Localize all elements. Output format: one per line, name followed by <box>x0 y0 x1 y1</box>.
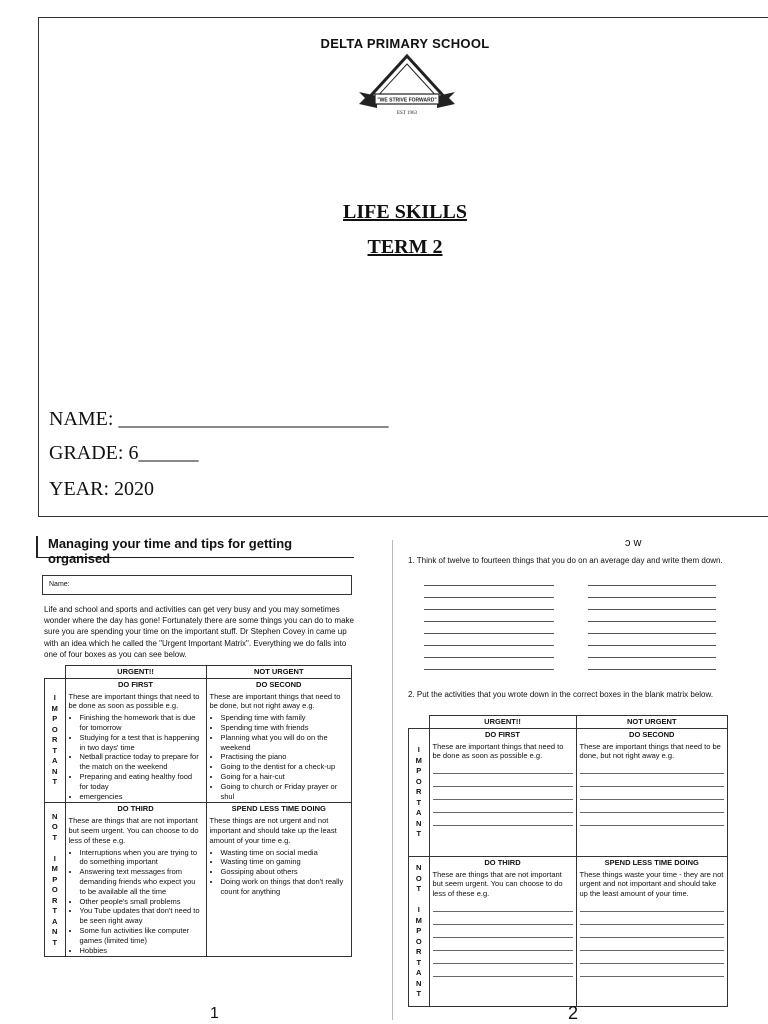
vertical-letter: T <box>52 745 58 755</box>
answer-line[interactable] <box>588 669 716 670</box>
vertical-letter: I <box>53 693 56 703</box>
vertical-letter: O <box>415 776 422 786</box>
vertical-letter: N <box>416 818 422 828</box>
do-first-item: • Studying for a test that is happening in two days' time <box>80 733 203 753</box>
year-field: YEAR: 2020 <box>49 478 154 500</box>
vertical-letter: O <box>51 885 58 895</box>
blank-quadrant-do-first: DO FIRST These are important things that need to be done as soon as possible e.g. <box>429 728 576 856</box>
do-second-item: • Spending time with family <box>221 713 349 723</box>
blank-quadrant-do-third: DO THIRD These are things that are not important but seem urgent. You can choose to do less of these e.g. <box>429 856 576 1006</box>
matrix-example <box>44 665 352 957</box>
do-third-item: • Some fun activities like computer games (limited time) <box>80 926 203 946</box>
page-number-2: 2 <box>568 1003 579 1023</box>
vertical-letter: T <box>52 937 58 947</box>
do-second-item: • Going for a hair-cut <box>221 772 349 782</box>
vertical-letter: I <box>53 853 56 863</box>
vertical-letter: A <box>52 916 58 926</box>
answer-line[interactable] <box>424 657 554 658</box>
subject-title: LIFE SKILLS <box>343 201 467 223</box>
cover-page <box>38 17 768 517</box>
answer-line[interactable] <box>588 621 716 622</box>
do-first-item: • emergencies <box>80 792 203 802</box>
answer-line[interactable] <box>424 609 554 610</box>
do-third-item: • You Tube updates that don't need to be seen right away <box>80 906 203 926</box>
do-second-item: • Spending time with friends <box>221 723 349 733</box>
vertical-letter: R <box>416 947 422 957</box>
answer-line[interactable] <box>588 585 716 586</box>
vertical-letter: R <box>416 787 422 797</box>
do-first-desc: These are important things that need to be done as soon as possible e.g. <box>68 691 200 711</box>
do-third-item: • Answering text messages from demanding friends who expect you to be available all the time <box>80 867 203 896</box>
do-third-item: • Interruptions when you are trying to do something important <box>80 848 203 868</box>
do-second-item: • Planning what you will do on the weekend <box>221 733 349 753</box>
vertical-letter: T <box>52 777 58 787</box>
logo-motto: "WE STRIVE FORWARD" <box>377 97 437 104</box>
vertical-letter: T <box>52 832 58 842</box>
vertical-letter: M <box>51 703 58 713</box>
worksheet-heading: Managing your time and tips for getting organised <box>36 536 354 558</box>
do-third-item: • Hobbies <box>80 946 203 956</box>
do-first-list <box>69 713 203 801</box>
blank-label-important <box>409 728 430 856</box>
blank-label-not-important <box>409 856 430 1006</box>
worksheet-name-box: Name: <box>42 575 352 595</box>
vertical-letter <box>45 843 65 854</box>
do-second-item: • Going to the dentist for a check-up <box>221 762 349 772</box>
answer-line[interactable] <box>424 633 554 634</box>
page-number-1: 1 <box>210 1005 219 1022</box>
page-divider <box>392 540 393 1020</box>
question-2: 2. Put the activities that you wrote down in the correct boxes in the blank matrix below. <box>408 690 714 699</box>
vertical-letter: N <box>416 978 422 988</box>
vertical-letter: O <box>415 936 422 946</box>
spend-less-item: • Gossiping about others <box>221 867 349 877</box>
spend-less-title: SPEND LESS TIME DOING <box>231 804 326 814</box>
do-third-item: • Other people's small problems <box>80 897 203 907</box>
blank-header-urgent: URGENT!! <box>429 716 576 729</box>
name-field: NAME: ___________________________ <box>49 408 389 430</box>
vertical-letter <box>409 895 429 906</box>
vertical-letter: A <box>416 968 422 978</box>
question-1: 1. Think of twelve to fourteen things that you do on an average day and write them down. <box>408 556 723 565</box>
vertical-letter: T <box>52 906 58 916</box>
do-third-list <box>69 848 203 956</box>
quadrant-do-first <box>65 678 206 803</box>
spend-less-item: • Doing work on things that don't really count for anything <box>221 877 349 897</box>
answer-line[interactable] <box>424 597 554 598</box>
vertical-letter: T <box>416 989 422 999</box>
vertical-letter: A <box>52 756 58 766</box>
do-third-title: DO THIRD <box>117 804 154 814</box>
vertical-letter: I <box>417 905 420 915</box>
header-not-urgent: NOT URGENT <box>206 666 352 679</box>
spend-less-desc: These things are not urgent and not important and should take up the least amount of your time e.g. <box>209 816 337 845</box>
answer-line[interactable] <box>424 669 554 670</box>
answer-line[interactable] <box>424 585 554 586</box>
vertical-letter: O <box>51 822 58 832</box>
vertical-letter: M <box>51 864 58 874</box>
answer-line[interactable] <box>588 597 716 598</box>
grade-field: GRADE: 6______ <box>49 442 199 464</box>
vertical-letter: T <box>416 829 422 839</box>
vertical-letter: N <box>416 863 422 873</box>
vertical-letter: P <box>416 766 422 776</box>
header-urgent: URGENT!! <box>65 666 206 679</box>
quadrant-spend-less <box>206 803 352 957</box>
do-second-item: • Practising the piano <box>221 752 349 762</box>
answer-line[interactable] <box>588 633 716 634</box>
vertical-letter: P <box>416 926 422 936</box>
do-third-desc: These are things that are not important but seem urgent. You can choose to do less of these e.g. <box>68 816 199 845</box>
matrix-blank <box>408 715 728 1007</box>
answer-line[interactable] <box>588 657 716 658</box>
vertical-letter: P <box>52 714 58 724</box>
quadrant-do-third <box>65 803 206 957</box>
answer-line[interactable] <box>424 645 554 646</box>
answer-line[interactable] <box>424 621 554 622</box>
term-title: TERM 2 <box>367 236 443 258</box>
label-important <box>45 678 66 803</box>
do-first-item: • Finishing the homework that is due for tomorrow <box>80 713 203 733</box>
spend-less-item: • Wasting time on social media <box>221 848 349 858</box>
vertical-letter: A <box>416 808 422 818</box>
blank-quadrant-spend-less: SPEND LESS TIME DOING These things waste your time - they are not urgent and not important and should take up the least amount of your time. <box>576 856 728 1006</box>
spend-less-item: • Wasting time on gaming <box>221 857 349 867</box>
do-second-list <box>210 713 349 801</box>
vertical-letter: N <box>52 811 58 821</box>
do-second-item: • Going to church or Friday prayer or shul <box>221 782 349 802</box>
vertical-letter: I <box>417 745 420 755</box>
do-first-item: • Preparing and eating healthy food for today <box>80 772 203 792</box>
vertical-letter: R <box>52 895 58 905</box>
vertical-letter: T <box>416 797 422 807</box>
vertical-letter: O <box>415 873 422 883</box>
blank-header-not-urgent: NOT URGENT <box>576 716 728 729</box>
do-first-title: DO FIRST <box>118 679 153 689</box>
do-first-item: • Netball practice today to prepare for the match on the weekend <box>80 752 203 772</box>
vertical-letter: N <box>52 766 58 776</box>
school-logo <box>357 52 457 122</box>
vertical-letter: R <box>52 735 58 745</box>
vertical-letter: M <box>415 915 422 925</box>
handwritten-mark: ↄ w <box>625 537 642 549</box>
vertical-letter: T <box>416 957 422 967</box>
spend-less-list <box>210 848 349 897</box>
vertical-letter: T <box>416 884 422 894</box>
blank-quadrant-do-second: DO SECOND These are important things that need to be done, but not right away e.g. <box>576 728 728 856</box>
do-second-title: DO SECOND <box>256 679 302 689</box>
answer-line[interactable] <box>588 609 716 610</box>
vertical-letter: P <box>52 874 58 884</box>
vertical-letter: O <box>51 724 58 734</box>
school-name: DELTA PRIMARY SCHOOL <box>320 36 490 51</box>
do-second-desc: These are important things that need to be done, but not right away e.g. <box>209 691 341 711</box>
vertical-letter: M <box>415 755 422 765</box>
label-not-important <box>45 803 66 957</box>
logo-established: EST 1963 <box>396 111 418 116</box>
answer-line[interactable] <box>588 645 716 646</box>
vertical-letter: N <box>52 927 58 937</box>
intro-paragraph: Life and school and sports and activities can get very busy and you may sometimes wonder where the day has gone! Fortunately there are some things you can do to make sure you are spending your time on the important stuff. Dr Stephen Covey in came up with an idea which he called the "Urgent Important Matrix". Everything we do falls into one of four boxes as you can see below. <box>44 605 354 659</box>
quadrant-do-second <box>206 678 352 803</box>
